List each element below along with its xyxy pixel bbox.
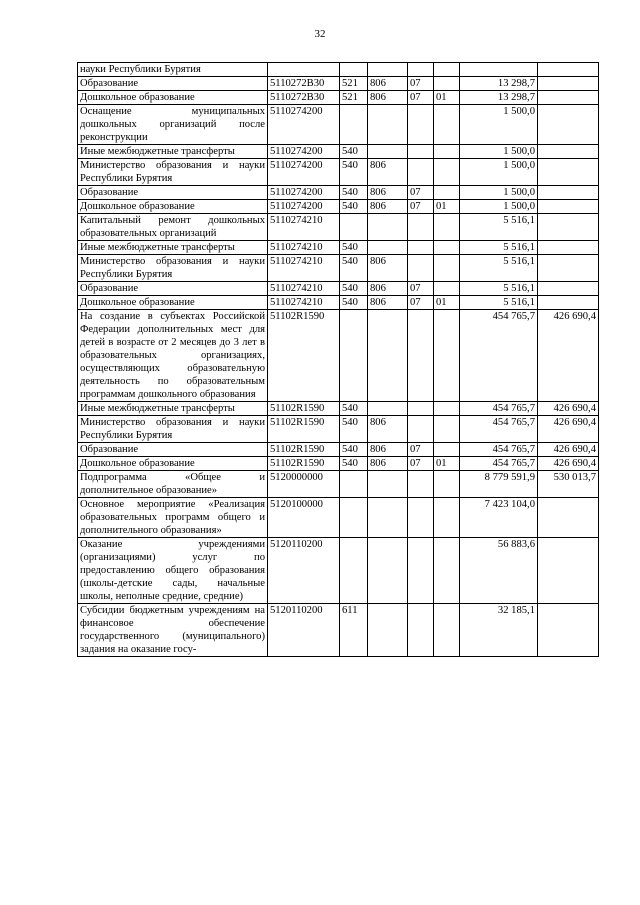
cell-target-article: 5110272В30 — [268, 91, 340, 105]
cell-amount: 5 516,1 — [460, 214, 538, 241]
cell-ministry-code — [368, 63, 408, 77]
cell-expense-type: 540 — [340, 255, 368, 282]
cell-subsection — [434, 310, 460, 402]
cell-section — [408, 416, 434, 443]
cell-target-article: 5120100000 — [268, 498, 340, 538]
cell-amount: 454 765,7 — [460, 310, 538, 402]
cell-amount: 13 298,7 — [460, 77, 538, 91]
cell-subsection — [434, 105, 460, 145]
cell-ministry-code — [368, 241, 408, 255]
cell-amount: 1 500,0 — [460, 200, 538, 214]
cell-amount-federal: 426 690,4 — [538, 402, 599, 416]
cell-target-article: 5120110200 — [268, 538, 340, 604]
cell-subsection — [434, 471, 460, 498]
cell-amount-federal — [538, 214, 599, 241]
cell-amount-federal — [538, 241, 599, 255]
cell-ministry-code — [368, 214, 408, 241]
cell-amount: 8 779 591,9 — [460, 471, 538, 498]
cell-ministry-code — [368, 402, 408, 416]
cell-section — [408, 538, 434, 604]
cell-ministry-code: 806 — [368, 200, 408, 214]
cell-target-article: 5110274210 — [268, 241, 340, 255]
cell-amount-federal — [538, 77, 599, 91]
cell-name: науки Республики Бурятия — [78, 63, 268, 77]
cell-expense-type — [340, 498, 368, 538]
cell-amount: 56 883,6 — [460, 538, 538, 604]
cell-subsection — [434, 538, 460, 604]
cell-ministry-code — [368, 538, 408, 604]
table-row — [78, 282, 599, 296]
cell-amount: 1 500,0 — [460, 186, 538, 200]
cell-section — [408, 498, 434, 538]
cell-expense-type — [340, 105, 368, 145]
cell-amount — [460, 63, 538, 77]
table-row — [78, 604, 599, 657]
cell-subsection — [434, 255, 460, 282]
cell-amount-federal: 426 690,4 — [538, 310, 599, 402]
cell-expense-type: 540 — [340, 159, 368, 186]
cell-amount-federal — [538, 105, 599, 145]
cell-amount: 454 765,7 — [460, 457, 538, 471]
cell-amount: 5 516,1 — [460, 241, 538, 255]
cell-amount: 454 765,7 — [460, 402, 538, 416]
cell-section — [408, 214, 434, 241]
cell-section — [408, 241, 434, 255]
cell-section: 07 — [408, 91, 434, 105]
cell-ministry-code: 806 — [368, 282, 408, 296]
cell-section: 07 — [408, 282, 434, 296]
cell-amount-federal: 426 690,4 — [538, 443, 599, 457]
cell-expense-type: 540 — [340, 200, 368, 214]
cell-section: 07 — [408, 443, 434, 457]
cell-expense-type — [340, 214, 368, 241]
cell-name: Иные межбюджетные трансферты — [78, 402, 268, 416]
cell-name: Дошкольное образование — [78, 200, 268, 214]
cell-subsection — [434, 77, 460, 91]
cell-target-article: 5110272В30 — [268, 77, 340, 91]
cell-amount-federal: 426 690,4 — [538, 416, 599, 443]
cell-target-article: 5120110200 — [268, 604, 340, 657]
cell-amount-federal — [538, 255, 599, 282]
table-row — [78, 241, 599, 255]
cell-expense-type: 540 — [340, 145, 368, 159]
cell-name: Образование — [78, 77, 268, 91]
cell-name: Субсидии бюджетным учреждениям на финансовое обеспечение государственного (муниципального) задания на оказание госу- — [78, 604, 268, 657]
cell-target-article: 5110274210 — [268, 282, 340, 296]
cell-amount: 454 765,7 — [460, 416, 538, 443]
cell-expense-type — [340, 538, 368, 604]
cell-amount: 454 765,7 — [460, 443, 538, 457]
cell-amount: 13 298,7 — [460, 91, 538, 105]
cell-expense-type: 611 — [340, 604, 368, 657]
cell-section: 07 — [408, 77, 434, 91]
cell-name: Образование — [78, 186, 268, 200]
cell-subsection — [434, 416, 460, 443]
cell-subsection — [434, 282, 460, 296]
cell-ministry-code: 806 — [368, 255, 408, 282]
cell-subsection — [434, 145, 460, 159]
cell-expense-type — [340, 310, 368, 402]
cell-subsection — [434, 498, 460, 538]
cell-amount: 1 500,0 — [460, 105, 538, 145]
cell-subsection: 01 — [434, 91, 460, 105]
cell-ministry-code — [368, 471, 408, 498]
cell-target-article: 5120000000 — [268, 471, 340, 498]
cell-amount-federal — [538, 200, 599, 214]
cell-name: На создание в субъектах Российской Федерации дополнительных мест для детей в возрасте от 2 месяцев до 3 лет в образовательных организациях, осуществляющих образовательную деятельность по образовательным программам дошкольного образования — [78, 310, 268, 402]
cell-ministry-code — [368, 145, 408, 159]
cell-amount: 5 516,1 — [460, 255, 538, 282]
table-row — [78, 91, 599, 105]
cell-section — [408, 255, 434, 282]
cell-amount-federal — [538, 282, 599, 296]
cell-expense-type: 540 — [340, 443, 368, 457]
cell-expense-type: 521 — [340, 91, 368, 105]
cell-section — [408, 159, 434, 186]
cell-subsection — [434, 159, 460, 186]
cell-target-article — [268, 63, 340, 77]
cell-amount-federal: 530 013,7 — [538, 471, 599, 498]
cell-expense-type: 540 — [340, 402, 368, 416]
cell-ministry-code: 806 — [368, 91, 408, 105]
table-row — [78, 296, 599, 310]
cell-amount-federal — [538, 186, 599, 200]
cell-subsection — [434, 443, 460, 457]
cell-ministry-code: 806 — [368, 416, 408, 443]
cell-target-article: 5110274210 — [268, 255, 340, 282]
cell-amount-federal — [538, 159, 599, 186]
cell-section: 07 — [408, 457, 434, 471]
table-row — [78, 457, 599, 471]
cell-ministry-code — [368, 105, 408, 145]
cell-ministry-code — [368, 604, 408, 657]
cell-name: Подпрограмма «Общее и дополнительное образование» — [78, 471, 268, 498]
cell-target-article: 51102R1590 — [268, 402, 340, 416]
cell-target-article: 5110274210 — [268, 296, 340, 310]
cell-subsection: 01 — [434, 296, 460, 310]
cell-name: Дошкольное образование — [78, 457, 268, 471]
cell-ministry-code: 806 — [368, 457, 408, 471]
cell-expense-type: 521 — [340, 77, 368, 91]
cell-expense-type — [340, 63, 368, 77]
cell-subsection: 01 — [434, 200, 460, 214]
cell-target-article: 5110274200 — [268, 145, 340, 159]
cell-amount: 7 423 104,0 — [460, 498, 538, 538]
cell-name: Иные межбюджетные трансферты — [78, 145, 268, 159]
cell-section — [408, 105, 434, 145]
cell-name: Капитальный ремонт дошкольных образовательных организаций — [78, 214, 268, 241]
cell-section — [408, 471, 434, 498]
table-row — [78, 159, 599, 186]
cell-section — [408, 145, 434, 159]
cell-name: Дошкольное образование — [78, 91, 268, 105]
table-row — [78, 214, 599, 241]
budget-table — [77, 62, 599, 657]
cell-target-article: 51102R1590 — [268, 457, 340, 471]
table-row — [78, 77, 599, 91]
cell-expense-type: 540 — [340, 457, 368, 471]
cell-expense-type: 540 — [340, 416, 368, 443]
cell-section: 07 — [408, 186, 434, 200]
table-row — [78, 255, 599, 282]
cell-ministry-code — [368, 310, 408, 402]
cell-ministry-code: 806 — [368, 186, 408, 200]
cell-target-article: 5110274210 — [268, 214, 340, 241]
cell-name: Иные межбюджетные трансферты — [78, 241, 268, 255]
cell-target-article: 5110274200 — [268, 186, 340, 200]
cell-amount: 5 516,1 — [460, 282, 538, 296]
table-row — [78, 538, 599, 604]
cell-section: 07 — [408, 200, 434, 214]
cell-subsection — [434, 402, 460, 416]
cell-subsection: 01 — [434, 457, 460, 471]
table-row — [78, 471, 599, 498]
cell-target-article: 51102R1590 — [268, 310, 340, 402]
cell-subsection — [434, 63, 460, 77]
cell-name: Министерство образования и науки Республики Бурятия — [78, 416, 268, 443]
cell-target-article: 51102R1590 — [268, 443, 340, 457]
cell-target-article: 5110274200 — [268, 105, 340, 145]
cell-target-article: 5110274200 — [268, 200, 340, 214]
cell-amount: 5 516,1 — [460, 296, 538, 310]
table-row — [78, 310, 599, 402]
table-row — [78, 402, 599, 416]
cell-amount-federal — [538, 145, 599, 159]
cell-subsection — [434, 241, 460, 255]
cell-section — [408, 63, 434, 77]
cell-amount: 1 500,0 — [460, 159, 538, 186]
cell-name: Дошкольное образование — [78, 296, 268, 310]
cell-expense-type: 540 — [340, 296, 368, 310]
table-row — [78, 145, 599, 159]
table-row — [78, 63, 599, 77]
cell-name: Министерство образования и науки Республики Бурятия — [78, 255, 268, 282]
cell-amount-federal — [538, 63, 599, 77]
cell-subsection — [434, 214, 460, 241]
cell-name: Образование — [78, 443, 268, 457]
cell-subsection — [434, 186, 460, 200]
cell-section — [408, 604, 434, 657]
cell-expense-type: 540 — [340, 241, 368, 255]
cell-ministry-code: 806 — [368, 159, 408, 186]
cell-amount-federal — [538, 498, 599, 538]
cell-ministry-code: 806 — [368, 77, 408, 91]
cell-expense-type — [340, 471, 368, 498]
cell-amount-federal — [538, 538, 599, 604]
table-row — [78, 186, 599, 200]
table-row — [78, 416, 599, 443]
cell-expense-type: 540 — [340, 282, 368, 296]
table-row — [78, 443, 599, 457]
cell-target-article: 5110274200 — [268, 159, 340, 186]
cell-name: Оказание учреждениями (организациями) услуг по предоставлению общего образования (школы-детские сады, начальные школы, неполные средние, средние) — [78, 538, 268, 604]
table-row — [78, 498, 599, 538]
cell-section — [408, 310, 434, 402]
cell-subsection — [434, 604, 460, 657]
cell-ministry-code — [368, 498, 408, 538]
page-number: 32 — [314, 28, 326, 40]
table-row — [78, 105, 599, 145]
cell-expense-type: 540 — [340, 186, 368, 200]
cell-name: Министерство образования и науки Республики Бурятия — [78, 159, 268, 186]
cell-amount-federal — [538, 91, 599, 105]
cell-target-article: 51102R1590 — [268, 416, 340, 443]
cell-name: Основное мероприятие «Реализация образовательных программ общего и дополнительного образования» — [78, 498, 268, 538]
cell-amount: 1 500,0 — [460, 145, 538, 159]
cell-name: Оснащение муниципальных дошкольных организаций после реконструкции — [78, 105, 268, 145]
cell-ministry-code: 806 — [368, 443, 408, 457]
cell-name: Образование — [78, 282, 268, 296]
cell-amount: 32 185,1 — [460, 604, 538, 657]
cell-section: 07 — [408, 296, 434, 310]
cell-amount-federal — [538, 296, 599, 310]
cell-section — [408, 402, 434, 416]
cell-ministry-code: 806 — [368, 296, 408, 310]
cell-amount-federal — [538, 604, 599, 657]
cell-amount-federal: 426 690,4 — [538, 457, 599, 471]
table-row — [78, 200, 599, 214]
